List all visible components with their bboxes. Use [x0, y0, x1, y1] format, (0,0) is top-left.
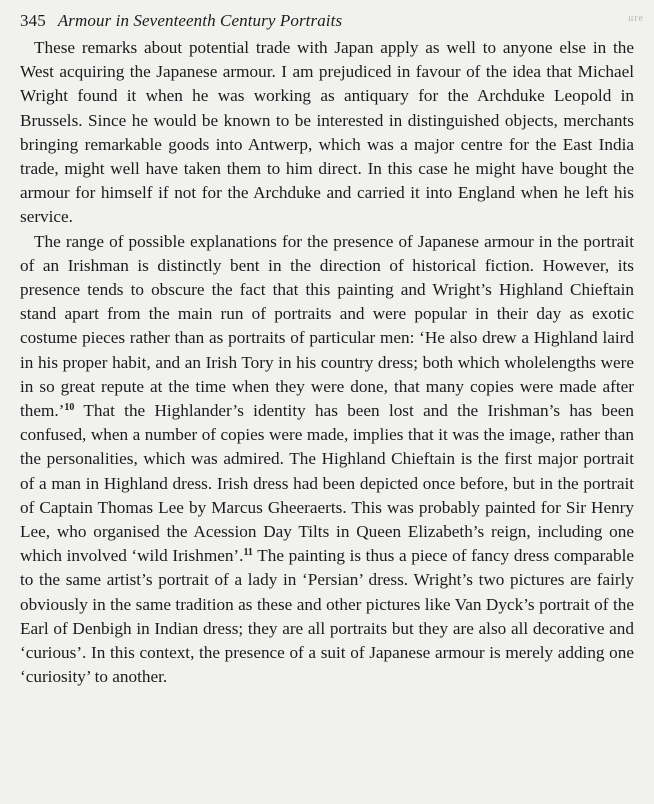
paragraph-2-text-a: The range of possible explanations for the presence of Japanese armour in the portrait of an Irishman is distinctly bent in the direction of historical fiction. However, its presence tends to obscure the fact that this painting and Wright’s Highland Chieftain stand apart from the main run of portraits and were popular in their day as exotic costume pieces rather than as portraits of particular men: ‘He also drew a Highland laird in his proper habit, and an Irish Tory in his country dress; both which wholelengths were in so great repute at the time when they were done, that many copies were made after them.’ — [20, 231, 634, 421]
paragraph-2-text-c: The painting is thus a piece of fancy dress comparable to the same artist’s portrait of a lady in ‘Persian’ dress. Wright’s two pictures are fairly obviously in the same tradition as these and other pictures like Van Dyck’s portrait of the Earl of Denbigh in Indian dress; they are all portraits but they are also all decorative and ‘curious’. In this context, the presence of a suit of Japanese armour is merely adding one ‘curiosity’ to another. — [20, 546, 634, 687]
running-header — [20, 10, 634, 32]
paragraph-1: These remarks about potential trade with Japan apply as well to anyone else in the West acquiring the Japanese armour. I am prejudiced in favour of the idea that Michael Wright found it when he was working as antiquary for the Archduke Leopold in Brussels. Since he would be known to be interested in distinguished objects, merchants bringing remarkable goods into Antwerp, which was a major centre for the East India trade, might well have taken them to him direct. In this case he might have bought the armour for himself if not for the Archduke and carried it into England when he left his service. — [20, 38, 634, 227]
running-title: Armour in Seventeenth Century Portraits — [57, 11, 343, 30]
footnote-ref-10: 10 — [64, 402, 75, 414]
page-number: 345 — [20, 11, 46, 30]
paragraph-2 — [20, 230, 634, 690]
paragraph-2-text-b: That the Highlander’s identity has been lost and the Irishman’s has been confused, when a number of copies were made, implies that it was the image, rather than the personalities, which was admired. The Highland Chieftain is the first major portrait of a man in Highland dress. Irish dress had been depicted once before, but in the portrait of Captain Thomas Lee by Marcus Gheeraerts. This was probably painted for Sir Henry Lee, who organised the Acession Day Tilts in Queen Elizabeth’s reign, including one which involved ‘wild Irishmen’. — [20, 401, 634, 566]
bleed-through-text: ure — [628, 13, 644, 24]
footnote-ref-11: 11 — [243, 547, 253, 559]
